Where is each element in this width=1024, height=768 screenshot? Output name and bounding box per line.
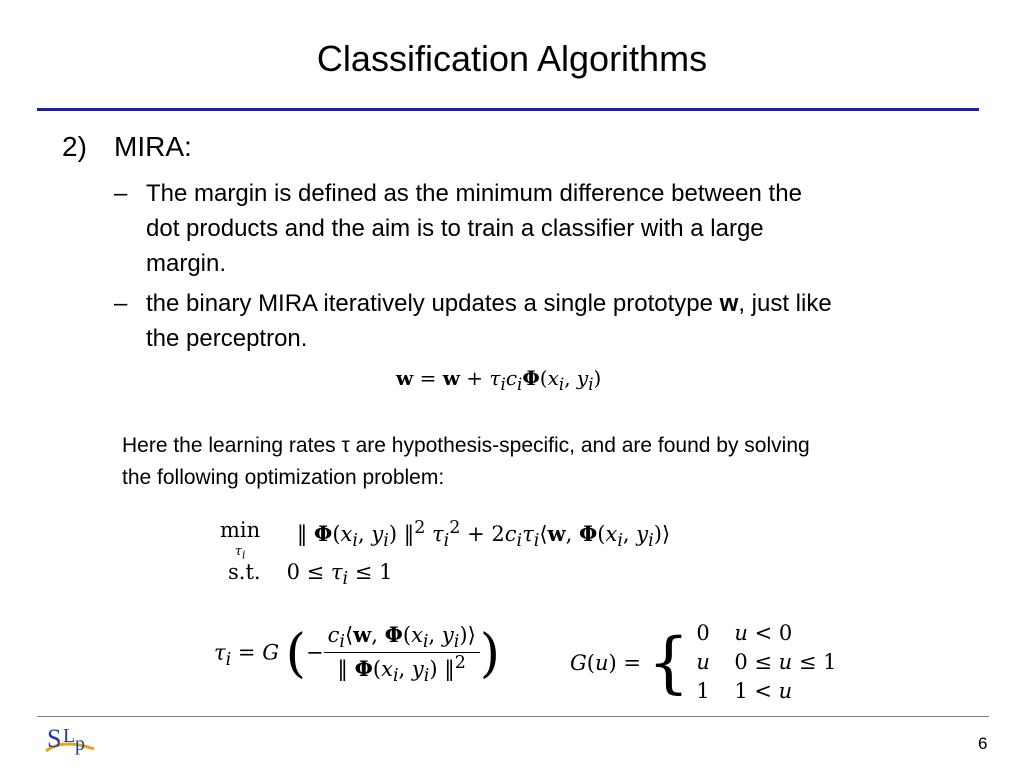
bullet-2-line-2: the perceptron.	[146, 325, 308, 352]
page-number: 6	[978, 734, 988, 753]
footer-divider	[37, 716, 989, 717]
bullet-text-1	[146, 176, 976, 281]
paragraph-line-1: Here the learning rates τ are hypothesis-specific, and are found by solving	[122, 434, 810, 457]
constraint-row: s.t. $0 \le \tau_i \le 1$	[228, 560, 393, 590]
bullet-1-line-1: The margin is defined as the minimum difference between the	[146, 180, 802, 207]
svg-text:S: S	[47, 724, 62, 753]
bullet-dash: –	[114, 180, 128, 207]
svg-text:L: L	[63, 725, 76, 747]
g-function-equation: G(u) = { 0 u < 0 u 0 ≤ u ≤ 1 1 1 < u	[570, 621, 837, 703]
learning-rate-paragraph	[122, 430, 982, 494]
bullet-2-line-1: the binary MIRA iteratively updates a single prototype w, just like	[146, 290, 832, 317]
update-rule-equation: $w = w + \tau_ic_i\Phi(x_i$, $y_i$)	[396, 366, 602, 394]
tau-definition-equation: $\tau_i = G$ (− $\frac{c_i⟨w, \Phi(x_i, y_i)⟩}{‖ \Phi(x_i, y_i) ‖^2}$ )	[214, 622, 501, 687]
svg-text:p: p	[75, 733, 85, 755]
list-item-heading: MIRA:	[114, 131, 192, 162]
bullet-text-2	[146, 286, 976, 356]
bullet-1-line-3: margin.	[146, 250, 227, 277]
slide-title: Classification Algorithms	[316, 38, 708, 79]
bullet-1-line-2: dot products and the aim is to train a classifier with a large	[146, 215, 764, 242]
title-divider	[37, 108, 979, 111]
list-item-number: 2)	[62, 131, 87, 162]
paragraph-line-2: the following optimization problem:	[122, 466, 445, 489]
bullet-dash: –	[114, 290, 128, 317]
slp-logo-icon	[44, 718, 96, 762]
objective-row: min $^{\tau_i}$ ‖ $\Phi(x_i$, $y_i$) ‖$^2$ $\tau_i^2$ + $2c_i\tau_i⟨w$, $\Phi(x_i$, $y_i)⟩$	[220, 518, 671, 562]
